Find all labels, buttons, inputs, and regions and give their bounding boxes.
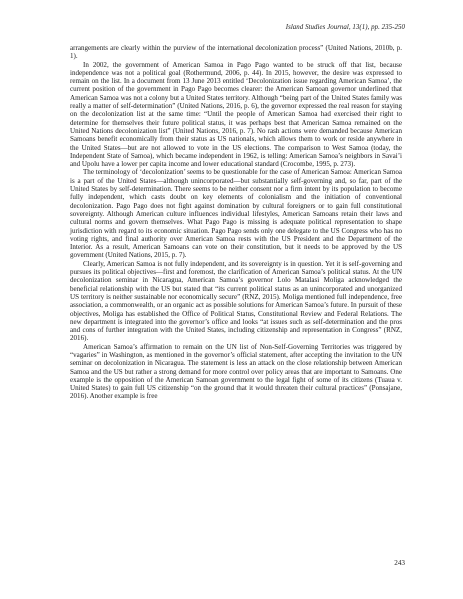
paragraph: The terminology of ‘decolonization’ seems to be questionable for the case of American Samoa: American Samoa is a part of the United States—although unincorporated—but substantially self-governing and, so far, part of the United States by self-determination. There seems to be neither consent nor a firm intent by its population to become fully independent, which casts doubt on key elements of colonialism and the initiation of conventional decolonization. Pago Pago does not fight against domination by cultural foreigners or to gain full constitutional sovereignty. Although American culture influences individual lifestyles, American Samoans retain their laws and cultural norms and govern themselves. What Pago Pago is missing is adequate political representation to shape jurisdiction with regard to its economic situation. Pago Pago sends only one delegate to the US Congress who has no voting rights, and final authority over American Samoa rests with the US President and the Department of the Interior. As a result, American Samoans can vote on their constitution, but it needs to be approved by the US government (United Nations, 2015, p. 7). (70, 168, 402, 260)
article-body (70, 44, 402, 401)
running-header: Island Studies Journal, 13(1), pp. 235-250 (285, 24, 405, 31)
paragraph: American Samoa’s affirmation to remain on the UN list of Non-Self-Governing Territories was triggered by “vagaries” in Washington, as mentioned in the governor’s official statement, after accepting the invitation to the UN seminar on decolonization in Nicaragua. The statement is less an attack on the close relationship between American Samoa and the US but rather a strong demand for more control over policy areas that are important to Samoans. One example is the opposition of the American Samoan government to the legal fight of some of its citizens (Tuaua v. United States) to gain full US citizenship “on the ground that it would threaten their cultural practices” (Ponsajane, 2016). Another example is free (70, 342, 402, 401)
paragraph: In 2002, the government of American Samoa in Pago Pago wanted to be struck off that list, because independence was not a political goal (Rothermund, 2006, p. 44). In 2015, however, the desire was expressed to remain on the list. In a document from 13 June 2013 entitled ‘Decolonization issue regarding American Samoa’, the current position of the government in Pago Pago becomes clearer: the American Samoan governor underlined that American Samoa was not a colony but a United States territory. Although “being part of the United States family was really a matter of self-determination” (United Nations, 2016, p. 6), the governor expressed the real reason for staying on the decolonization list at the same time: “Until the people of American Samoa had exercised their right to determine for themselves their future political status, it was perhaps best that American Samoa remained on the United Nations decolonization list” (United Nations, 2016, p. 7). No rash actions were demanded because American Samoans benefit economically from their status as US nationals, which allows them to work or reside anywhere in the United States—but are not allowed to vote in the US elections. The comparison to West Samoa (today, the Independent State of Samoa), which became independent in 1962, is telling: American Samoa’s neighbors in Savai’i and Upolu have a lower per capita income and lower educational standard (Crocombe, 1995, p. 273). (70, 60, 402, 169)
paragraph: Clearly, American Samoa is not fully independent, and its sovereignty is in question. Yet it is self-governing and pursues its political objectives—first and foremost, the clarification of American Samoa’s political status. At the UN decolonization seminar in Nicaragua, American Samoa’s governor Lolo Matalasi Moliga acknowledged the beneficial relationship with the US but stated that “its current political status as an unincorporated and unorganized US territory is neither sustainable nor economically secure” (RNZ, 2015). Moliga mentioned full independence, free association, a commonwealth, or an organic act as possible solutions for American Samoa’s future. In pursuit of these objectives, Moliga has established the Office of Political Status, Constitutional Review and Federal Relations. The new department is integrated into the governor’s office and looks “at issues such as self-determination and the pros and cons of further integration with the United States, including citizenship and representation in Congress” (RNZ, 2016). (70, 259, 402, 343)
paragraph: arrangements are clearly within the purview of the international decolonization process” (United Nations, 2010b, p. 1). (70, 44, 402, 61)
page-number: 243 (394, 559, 405, 567)
